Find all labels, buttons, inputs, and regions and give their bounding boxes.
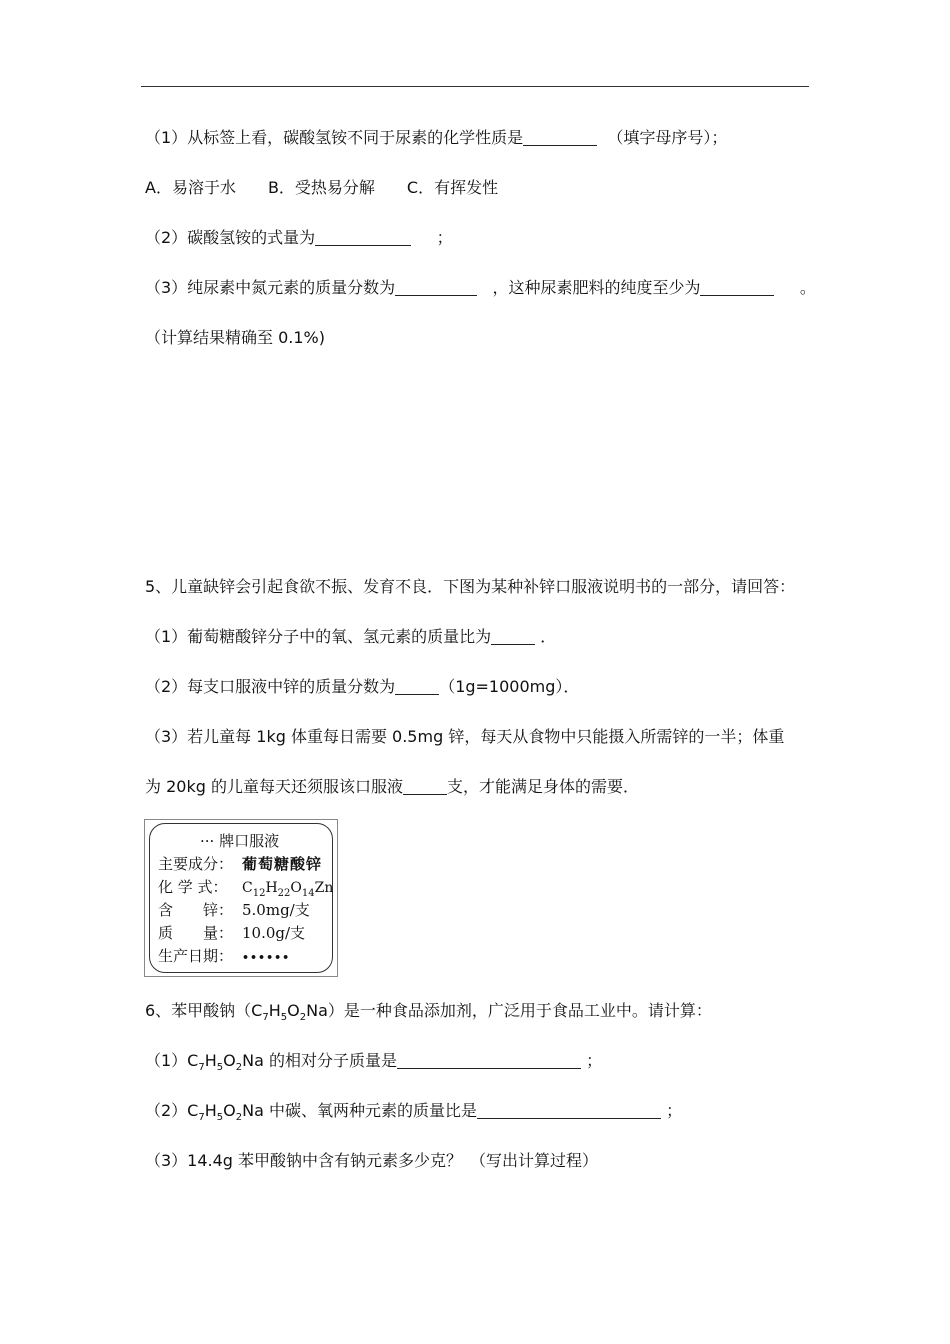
q4-part3-suffix: 。 <box>799 278 816 297</box>
q4-part1-text: （1）从标签上看，碳酸氢铵不同于尿素的化学性质是 <box>145 128 524 147</box>
answer-blank[interactable] <box>491 628 535 645</box>
subscript: 5 <box>216 1112 224 1123</box>
q6-intro <box>145 1000 712 1022</box>
answer-blank[interactable] <box>523 129 597 146</box>
header-rule <box>141 86 809 87</box>
q5-part1 <box>145 626 556 648</box>
answer-blank[interactable] <box>700 279 774 296</box>
product-label <box>144 819 338 977</box>
q6-part1-suffix: ； <box>586 1051 603 1070</box>
q4-part1-suffix: （填字母序号）； <box>607 128 728 147</box>
q6-part2-text: Na 中碳、氧两种元素的质量比是 <box>242 1101 477 1120</box>
q5-intro: 5、儿童缺锌会引起食欲不振、发育不良．下图为某种补锌口服液说明书的一部分，请回答： <box>145 577 796 596</box>
q6-part1-text: Na 的相对分子质量是 <box>242 1051 397 1070</box>
q6-part3: （3）14.4g 苯甲酸钠中含有钠元素多少克？ （写出计算过程） <box>145 1151 599 1170</box>
subscript: 5 <box>280 1012 288 1023</box>
subscript: 2 <box>299 1012 307 1023</box>
subscript: 5 <box>216 1062 224 1073</box>
q6-intro-text: O <box>287 1001 300 1020</box>
q6-part1-text: （1）C <box>145 1051 199 1070</box>
answer-blank[interactable] <box>403 778 447 795</box>
label-key: 质 量： <box>158 924 234 942</box>
q6-part1-text: O <box>223 1051 236 1070</box>
q4-note: （计算结果精确至 0.1%) <box>145 328 325 347</box>
q6-part1-text: H <box>204 1051 217 1070</box>
q5-part1-text: （1）葡萄糖酸锌分子中的氧、氢元素的质量比为 <box>145 627 492 646</box>
q4-part3-middle: ，这种尿素肥料的纯度至少为 <box>492 278 701 297</box>
answer-blank[interactable] <box>477 1102 661 1119</box>
q5-part3-line1: （3）若儿童每 1kg 体重每日需要 0.5mg 锌，每天从食物中只能摄入所需锌的一半；体重 <box>145 727 785 746</box>
q4-part2-text: （2）碳酸氢铵的式量为 <box>145 228 316 247</box>
label-formula: $C_{12}H_{22}O_{14}Zn$ <box>242 880 334 899</box>
q5-part2-text: （2）每支口服液中锌的质量分数为 <box>145 677 396 696</box>
q5-part2 <box>145 676 579 698</box>
subscript: 2 <box>235 1062 243 1073</box>
label-key: 化 学 式： <box>158 878 228 896</box>
product-label-frame <box>149 823 333 973</box>
q4-part3 <box>145 277 816 299</box>
subscript: 7 <box>198 1112 205 1123</box>
label-value: •••••• <box>242 951 291 964</box>
label-key: 主要成分： <box>158 855 234 873</box>
q6-part2 <box>145 1100 682 1122</box>
q6-part1 <box>145 1050 602 1072</box>
q6-intro-text: 6、苯甲酸钠（C <box>145 1001 263 1020</box>
q6-part2-text: （2）C <box>145 1101 199 1120</box>
answer-blank[interactable] <box>395 279 477 296</box>
q5-part3-text: 为 20kg 的儿童每天还须服该口服液 <box>145 777 403 796</box>
q6-part2-text: O <box>223 1101 236 1120</box>
subscript: 2 <box>235 1112 243 1123</box>
answer-blank[interactable] <box>395 678 439 695</box>
q5-part3-suffix: 支，才能满足身体的需要． <box>446 777 639 796</box>
q4-part3-text: （3）纯尿素中氮元素的质量分数为 <box>145 278 396 297</box>
q4-part1 <box>145 127 727 149</box>
q5-part1-suffix: ． <box>540 627 557 646</box>
label-title: ··· 牌口服液 <box>200 832 280 850</box>
label-value: 葡萄糖酸锌 <box>242 855 323 873</box>
subscript: 7 <box>262 1012 269 1023</box>
q6-intro-text: Na）是一种食品添加剂，广泛用于食品工业中。请计算： <box>306 1001 712 1020</box>
label-value: 10.0g/支 <box>242 924 306 942</box>
subscript: 7 <box>198 1062 205 1073</box>
label-row-formula <box>158 877 333 898</box>
label-row-ingredient <box>158 854 322 874</box>
q4-part2 <box>145 227 453 249</box>
q5-part2-suffix: （1g=1000mg）． <box>439 677 580 696</box>
label-row-date <box>158 946 290 968</box>
label-value: 5.0mg/支 <box>242 901 310 919</box>
q4-options: A．易溶于水 B．受热易分解 C．有挥发性 <box>145 178 499 197</box>
q5-part3-line2 <box>145 776 639 798</box>
q6-intro-text: H <box>268 1001 281 1020</box>
q4-part2-suffix: ； <box>436 228 453 247</box>
q6-part2-suffix: ； <box>666 1101 683 1120</box>
label-key: 生产日期： <box>158 947 234 965</box>
label-row-mass <box>158 923 305 943</box>
answer-blank[interactable] <box>397 1052 581 1069</box>
answer-blank[interactable] <box>315 229 411 246</box>
q6-part2-text: H <box>204 1101 217 1120</box>
label-key: 含 锌： <box>158 901 234 919</box>
label-row-zinc <box>158 900 310 920</box>
